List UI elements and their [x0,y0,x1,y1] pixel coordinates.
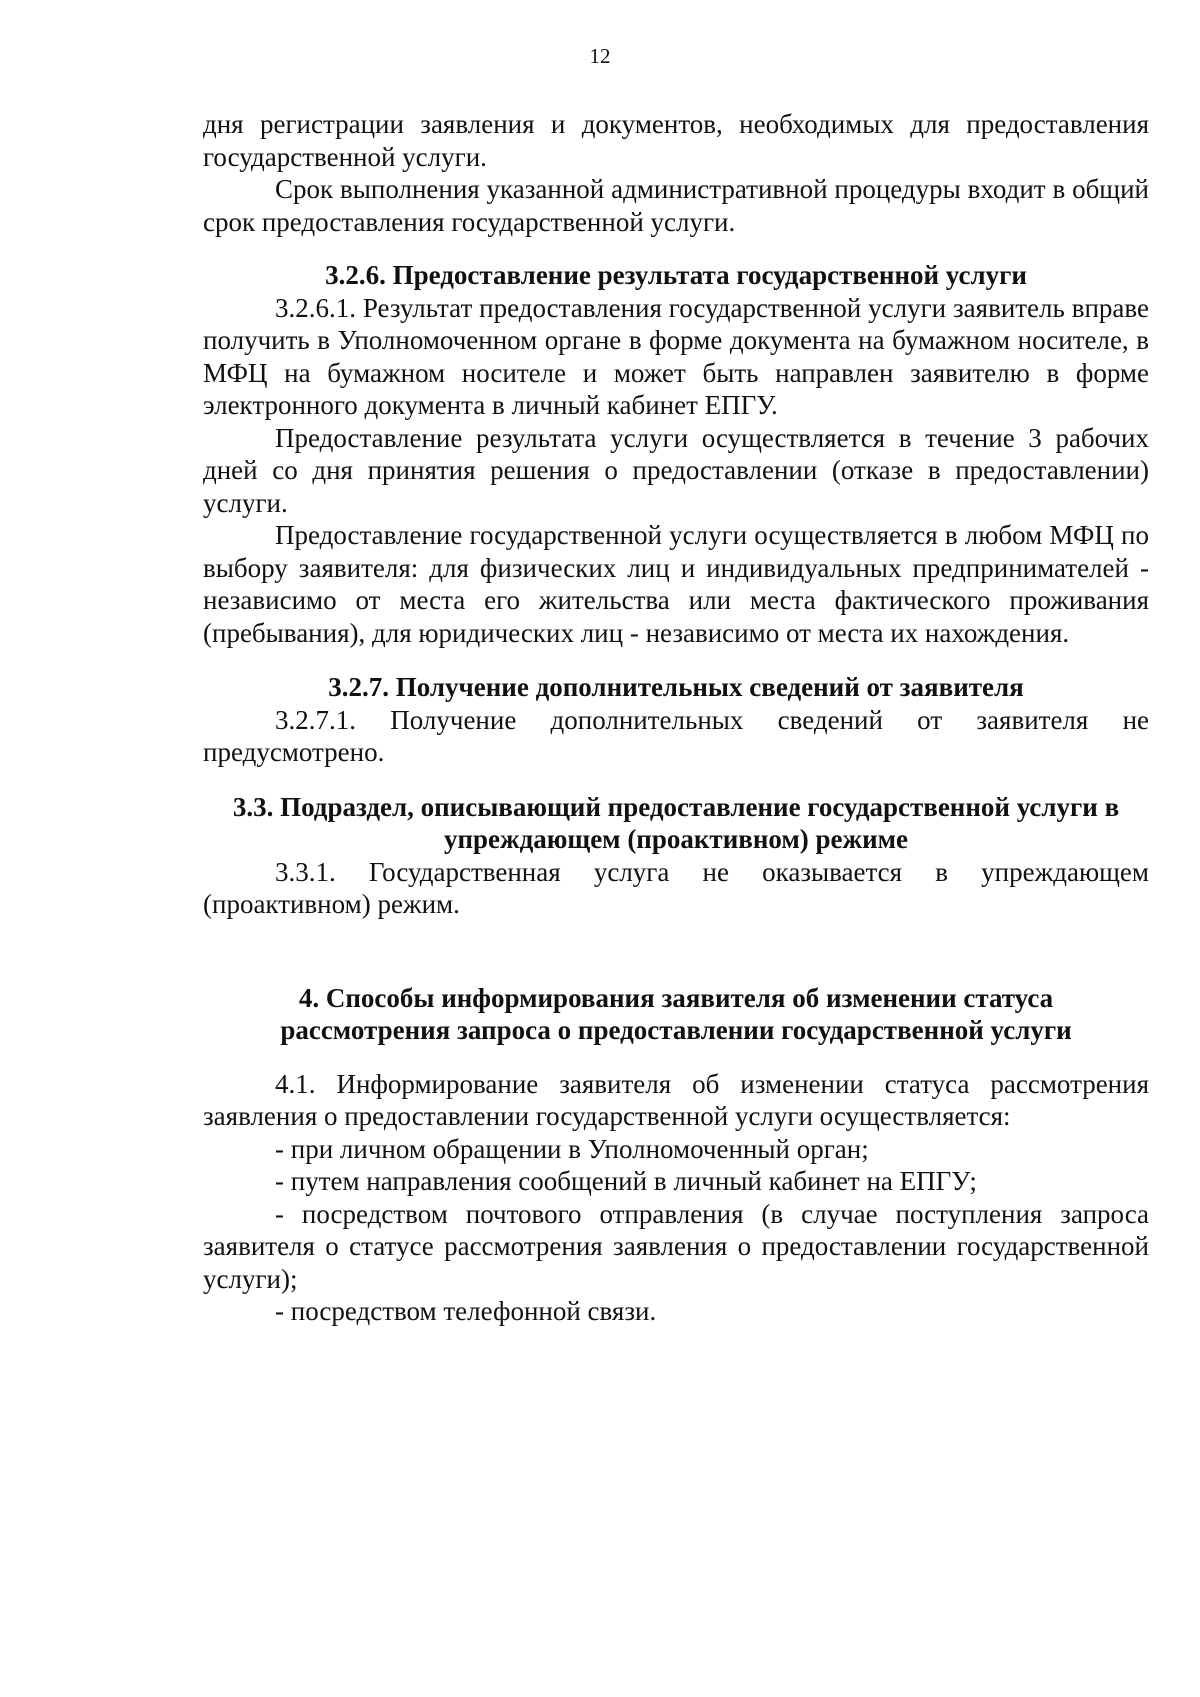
list-item: - при личном обращении в Уполномоченный орган; [275,1133,869,1164]
list-item: - посредством почтового отправления (в случае поступления запроса заявителя о статусе рассмотрения заявления о предоставлении государственной услуги); [203,1198,1149,1294]
section-heading-3-2-7: 3.2.7. Получение дополнительных сведений от заявителя [328,672,1024,702]
list-item: - посредством телефонной связи. [275,1296,657,1326]
paragraph-3-2-7-1: 3.2.7.1. Получение дополнительных сведений от заявителя не предусмотрено. [203,704,1149,767]
list-item: - путем направления сообщений в личный кабинет на ЕПГУ; [275,1166,977,1196]
paragraph-3-2-6-1: 3.2.6.1. Результат предоставления государственной услуги заявитель вправе получить в Уполномоченном органе в форме документа на бумажном носителе, в МФЦ на бумажном носителе и может быть направлен заявителю в форме электронного документа в личный кабинет ЕПГУ. [203,292,1149,420]
section-heading-3-3-line2: упреждающем (проактивном) режиме [443,824,909,854]
document-body [203,108,1149,1328]
section-heading-4-line1: 4. Способы информирования заявителя об изменении статуса [298,982,1054,1013]
section-heading-3-3-line1: 3.3. Подраздел, описывающий предоставление государственной услуги в [232,791,1120,822]
section-heading-4 [203,982,1149,1047]
paragraph-4-1: 4.1. Информирование заявителя об изменении статуса рассмотрения заявления о предоставлении государственной услуги осуществляется: [203,1068,1149,1131]
section-heading-4-line2: рассмотрения запроса о предоставлении государственной услуги [280,1015,1072,1045]
paragraph-3-3-1: 3.3.1. Государственная услуга не оказывается в упреждающем (проактивном) режим. [203,856,1149,919]
paragraph-term: Срок выполнения указанной административной процедуры входит в общий срок предоставления государственной услуги. [203,174,1149,237]
section-heading-3-3 [203,791,1149,856]
paragraph-result-delivery: Предоставление результата услуги осуществляется в течение 3 рабочих дней со дня принятия решения о предоставлении (отказе в предоставлении) услуги. [203,422,1149,518]
paragraph-continuation: дня регистрации заявления и документов, необходимых для предоставления государственной услуги. [203,109,1149,172]
page-number: 12 [589,44,611,68]
paragraph-mfc: Предоставление государственной услуги осуществляется в любом МФЦ по выбору заявителя: для физических лиц и индивидуальных предпринимателей - независимо от места его жительства или места фактического проживания (пребывания), для юридических лиц - независимо от места их нахождения. [203,520,1149,648]
section-heading-3-2-6: 3.2.6. Предоставление результата государственной услуги [325,260,1027,290]
